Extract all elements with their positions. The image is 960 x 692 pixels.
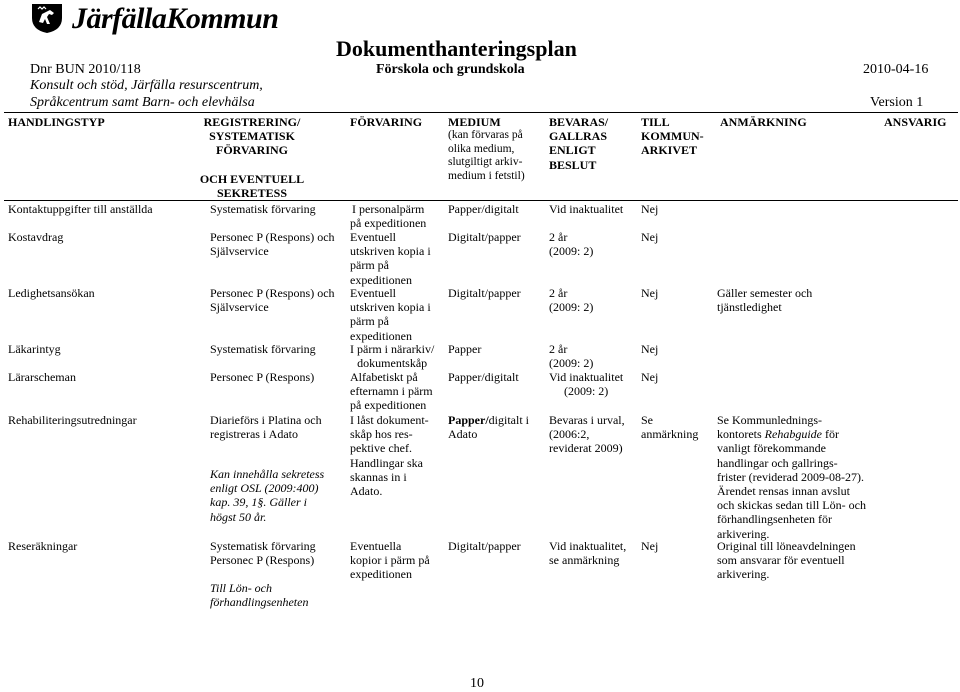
row-6-anm: Original till löneavdelningen som ansvarar för eventuell arkivering. <box>717 539 856 582</box>
row-0-typ: Kontaktuppgifter till anställda <box>8 202 153 216</box>
row-3-forv: I pärm i närarkiv/ dokumentskåp <box>350 342 435 371</box>
row-6-reg: Systematisk förvaring Personec P (Respons) <box>210 539 316 568</box>
row-3-medium: Papper <box>448 342 482 356</box>
row-0-arkiv: Nej <box>641 202 659 216</box>
row-3-typ: Läkarintyg <box>8 342 61 356</box>
document-date: 2010-04-16 <box>863 62 929 77</box>
row-6-typ: Reseräkningar <box>8 539 78 553</box>
row-0-reg: Systematisk förvaring <box>210 202 316 216</box>
col-anmarkning: ANMÄRKNING <box>720 115 807 129</box>
row-5-anm-rest: för vanligt förekommande handlingar och gallrings- frister (reviderad 2009-08-27). Ärendet rensas innan avslut och skickas sedan till Lön- och förhandlingsenheten för arkivering. <box>717 427 866 541</box>
row-6-reg-note: Till Lön- och förhandlingsenheten <box>210 581 309 610</box>
col-registrering-sub: OCH EVENTUELL SEKRETESS <box>199 172 305 201</box>
rehabguide-reference: Rehabguide <box>764 427 822 442</box>
row-1-typ: Kostavdrag <box>8 230 64 244</box>
row-4-arkiv: Nej <box>641 370 659 384</box>
row-4-reg: Personec P (Respons) <box>210 370 315 384</box>
row-4-bev: Vid inaktualitet (2009: 2) <box>549 370 624 399</box>
row-2-medium: Digitalt/papper <box>448 286 521 300</box>
crest-logo-icon <box>30 2 64 34</box>
row-5-arkiv: Se anmärkning <box>641 413 699 442</box>
unit-line-2: Språkcentrum samt Barn- och elevhälsa <box>30 95 255 110</box>
document-subtitle: Förskola och grundskola <box>376 62 525 77</box>
row-5-medium-bold: Papper/ <box>448 413 489 427</box>
row-3-arkiv: Nej <box>641 342 659 356</box>
table-top-rule <box>4 112 958 113</box>
row-2-arkiv: Nej <box>641 286 659 300</box>
row-1-bev: 2 år (2009: 2) <box>549 230 594 259</box>
row-2-reg: Personec P (Respons) och Självservice <box>210 286 335 315</box>
row-1-arkiv: Nej <box>641 230 659 244</box>
row-4-forv: Alfabetiskt på efternamn i pärm på expeditionen <box>350 370 433 413</box>
row-5-forv: I låst dokument- skåp hos res- pektive chef. Handlingar ska skannas in i Adato. <box>350 413 429 499</box>
row-1-medium: Digitalt/papper <box>448 230 521 244</box>
row-1-reg: Personec P (Respons) och Självservice <box>210 230 335 259</box>
row-0-bev: Vid inaktualitet <box>549 202 624 216</box>
row-3-bev: 2 år (2009: 2) <box>549 342 594 371</box>
row-4-medium: Papper/digitalt <box>448 370 519 384</box>
col-medium-note: (kan förvaras på olika medium, slutgiltigt arkiv- medium i fetstil) <box>448 129 525 182</box>
row-1-forv: Eventuell utskriven kopia i pärm på expeditionen <box>350 230 431 287</box>
row-5-anm <box>717 413 866 541</box>
row-5-reg-note: Kan innehålla sekretess enligt OSL (2009:400) kap. 39, 1§. Gäller i högst 50 år. <box>210 467 325 524</box>
col-medium: MEDIUM <box>448 115 501 129</box>
row-2-bev: 2 år (2009: 2) <box>549 286 594 315</box>
row-2-forv: Eventuell utskriven kopia i pärm på expeditionen <box>350 286 431 343</box>
col-registrering: REGISTRERING/ SYSTEMATISK FÖRVARING <box>203 115 301 158</box>
col-till-kommunarkivet: TILL KOMMUN- ARKIVET <box>641 115 704 158</box>
row-5-bev: Bevaras i urval, (2006:2, reviderat 2009) <box>549 413 625 456</box>
org-name: JärfällaKommun <box>72 2 279 35</box>
col-handlingstyp: HANDLINGSTYP <box>8 115 105 129</box>
row-6-bev: Vid inaktualitet, se anmärkning <box>549 539 627 568</box>
page-number: 10 <box>470 676 484 691</box>
version-label: Version 1 <box>870 95 924 110</box>
row-3-reg: Systematisk förvaring <box>210 342 316 356</box>
row-2-anm: Gäller semester och tjänstledighet <box>717 286 813 315</box>
col-ansvarig: ANSVARIG <box>884 115 947 129</box>
row-5-typ: Rehabiliteringsutredningar <box>8 413 137 427</box>
row-0-forv: I personalpärm på expeditionen <box>350 202 427 231</box>
header-divider <box>4 200 958 201</box>
row-5-medium <box>448 413 529 441</box>
row-4-typ: Lärarscheman <box>8 370 76 384</box>
unit-line-1: Konsult och stöd, Järfälla resurscentrum, <box>30 78 263 93</box>
row-5-anm-pre: Se Kommunlednings- kontorets <box>717 413 822 442</box>
row-6-forv: Eventuella kopior i pärm på expeditionen <box>350 539 430 582</box>
row-5-reg: Diarieförs i Platina och registreras i Adato <box>210 413 322 442</box>
row-6-medium: Digitalt/papper <box>448 539 521 553</box>
document-title: Dokumenthanteringsplan <box>336 36 577 61</box>
row-2-typ: Ledighetsansökan <box>8 286 95 300</box>
col-forvaring: FÖRVARING <box>350 115 423 129</box>
col-bevaras: BEVARAS/ GALLRAS ENLIGT BESLUT <box>549 115 609 172</box>
row-0-medium: Papper/digitalt <box>448 202 519 216</box>
diary-number: Dnr BUN 2010/118 <box>30 62 141 77</box>
row-5-medium-rest: digitalt i Adato <box>448 413 530 442</box>
row-6-arkiv: Nej <box>641 539 659 553</box>
